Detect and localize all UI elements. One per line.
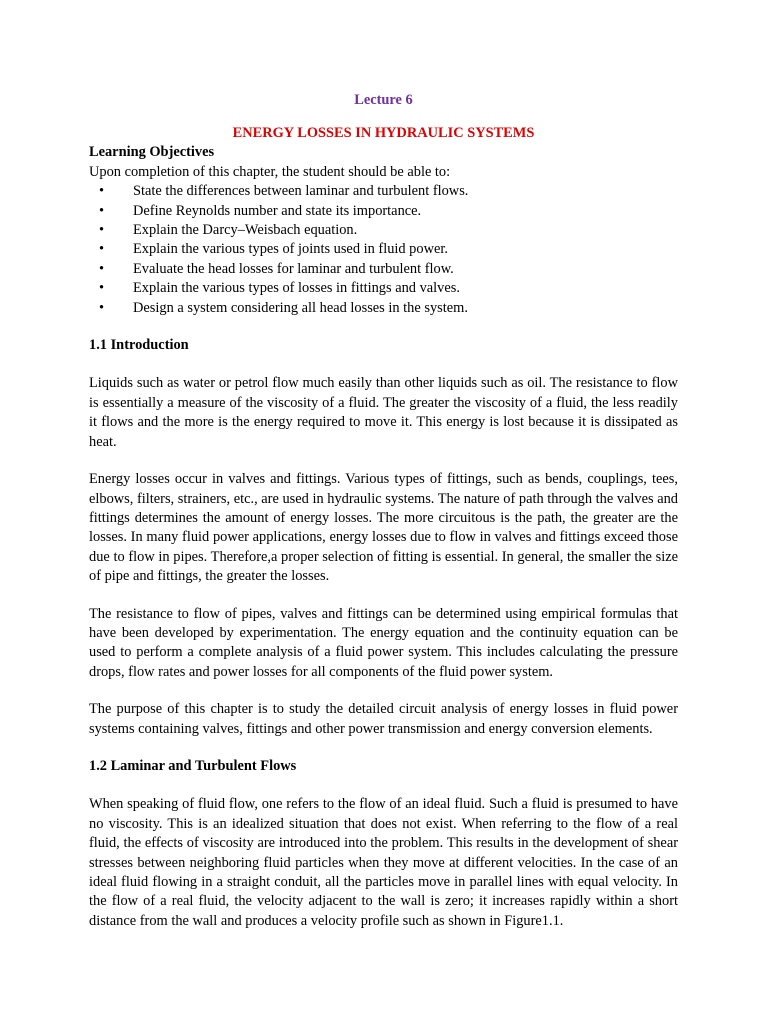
bullet-icon: • [99,299,105,316]
paragraph: Energy losses occur in valves and fittings. Various types of fittings, such as bends, couplings, tees, elbows, filters, strainers, etc., are used in hydraulic systems. The nature of path through the valves and fittings determines the amount of energy losses. The more circuitous is the path, the greater are the losses. In many fluid power applications, energy losses due to flow in valves and fittings exceed those due to flow in pipes. Therefore,a proper selection of fitting is essential. In general, the smaller the size of pipe and fittings, the greater the losses. [89,471,678,585]
list-item [89,260,678,279]
objective-text: Explain the Darcy–Weisbach equation. [133,222,358,239]
bullet-icon: • [99,202,105,219]
section-heading-introduction: 1.1 Introduction [89,337,189,354]
section-heading-laminar-turbulent: 1.2 Laminar and Turbulent Flows [89,757,297,774]
list-item [89,202,678,221]
objective-text: State the differences between laminar and turbulent flows. [133,183,469,200]
paragraph: When speaking of fluid flow, one refers to the flow of an ideal fluid. Such a fluid is presumed to have no viscosity. This is an idealized situation that does not exist. When referring to the flow of a real fluid, the effects of viscosity are introduced into the problem. This results in the development of shear stresses between neighboring fluid particles when they move at different velocities. In the case of an ideal fluid flowing in a straight conduit, all the particles move in parallel lines with equal velocity. In the flow of a real fluid, the velocity adjacent to the wall is zero; it increases rapidly within a short distance from the wall and produces a velocity profile such as shown in Figure1.1. [89,796,678,929]
bullet-icon: • [99,222,105,239]
objective-text: Explain the various types of losses in fittings and valves. [133,280,460,297]
bullet-icon: • [99,183,105,200]
list-item [89,182,678,201]
bullet-icon: • [99,280,105,297]
objective-text: Design a system considering all head losses in the system. [133,299,468,316]
paragraph: Liquids such as water or petrol flow much easily than other liquids such as oil. The resistance to flow is essentially a measure of the viscosity of a fluid. The greater the viscosity of a fluid, the less readily it flows and the more is the energy required to move it. This energy is lost because it is dissipated as heat. [89,375,678,450]
list-item [89,240,678,259]
objective-text: Evaluate the head losses for laminar and turbulent flow. [133,260,454,277]
paragraph: The resistance to flow of pipes, valves and fittings can be determined using empirical formulas that have been developed by experimentation. The energy equation and the continuity equation can be used to perform a complete analysis of a fluid power system. This includes calculating the pressure drops, flow rates and power losses for all components of the fluid power system. [89,605,678,680]
learning-objectives-heading: Learning Objectives [89,144,215,161]
bullet-icon: • [99,260,105,277]
objectives-intro: Upon completion of this chapter, the student should be able to: [89,163,451,180]
objective-text: Explain the various types of joints used in fluid power. [133,241,448,258]
paragraph: The purpose of this chapter is to study the detailed circuit analysis of energy losses in fluid power systems containing valves, fittings and other power transmission and energy conversion elements. [89,701,678,737]
list-item [89,299,678,318]
objective-text: Define Reynolds number and state its importance. [133,202,422,219]
chapter-title: ENERGY LOSSES IN HYDRAULIC SYSTEMS [232,125,535,141]
list-item [89,279,678,298]
objectives-list [89,182,678,318]
bullet-icon: • [99,241,105,258]
lecture-label: Lecture 6 [354,92,413,108]
list-item [89,221,678,240]
